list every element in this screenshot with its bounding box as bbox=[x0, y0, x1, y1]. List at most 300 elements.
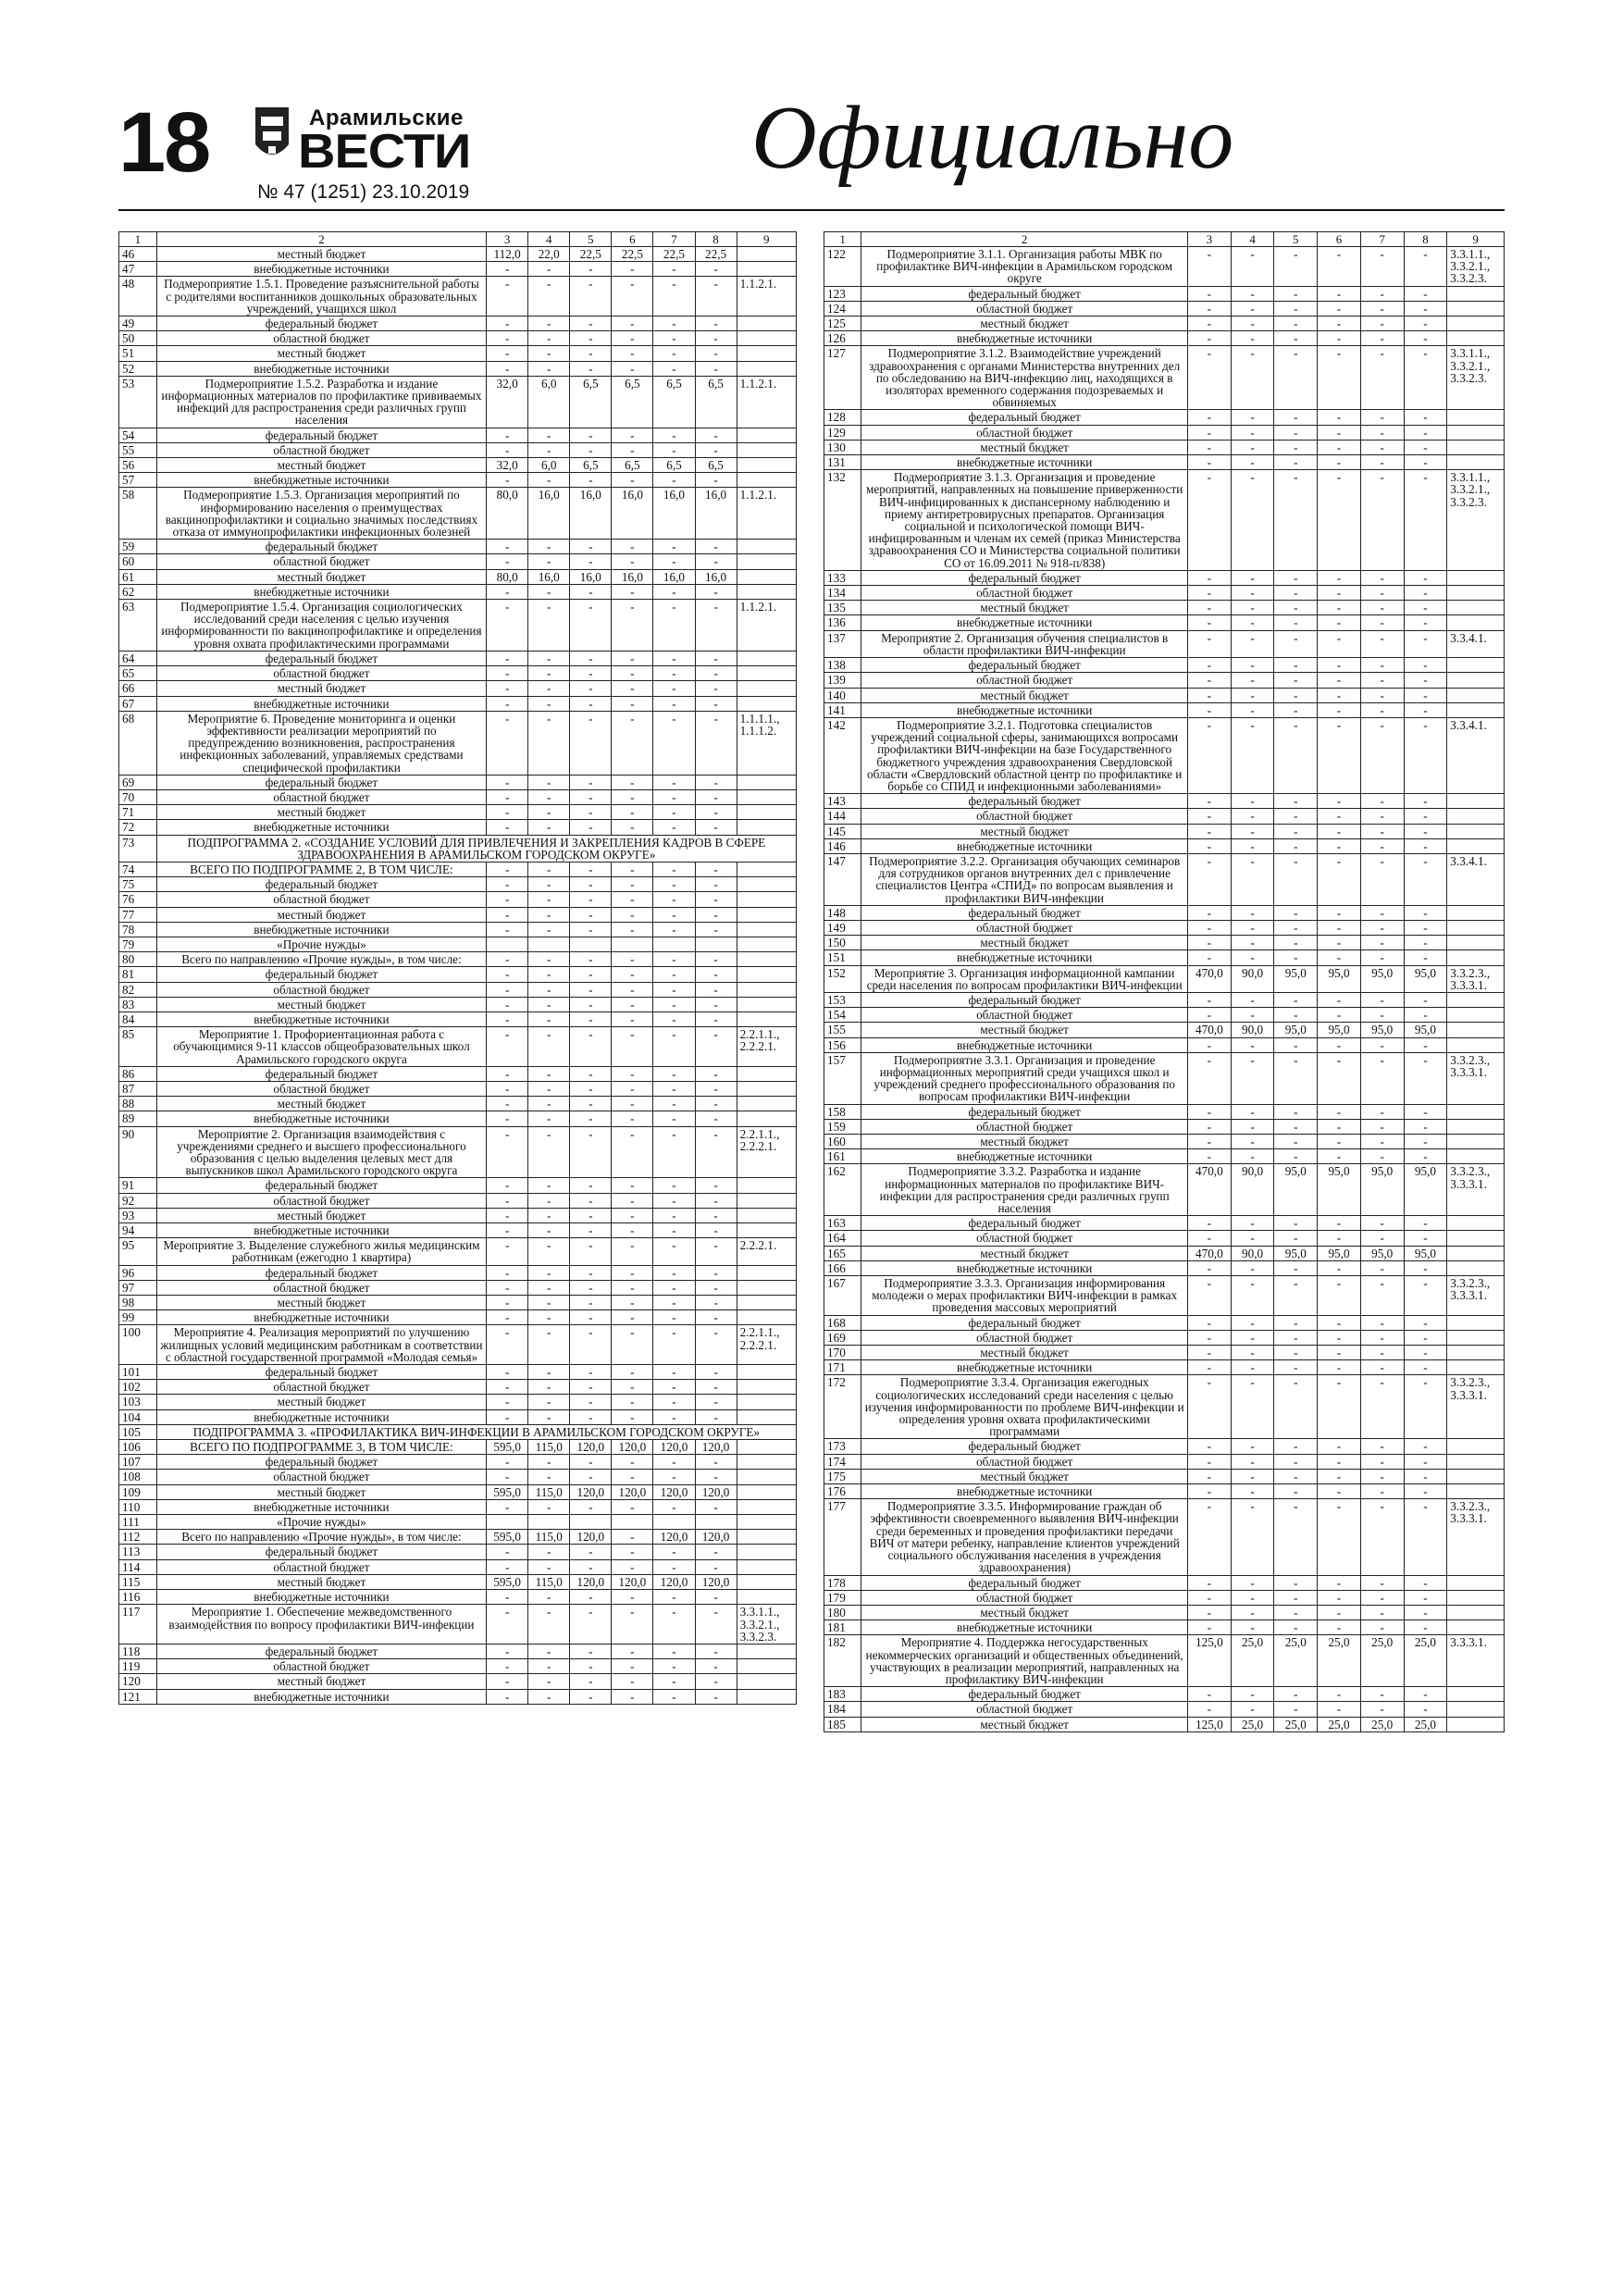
amount-cell: - bbox=[1231, 853, 1274, 905]
item-description: федеральный бюджет bbox=[156, 540, 486, 554]
amount-cell: - bbox=[653, 1365, 695, 1380]
table-row bbox=[119, 1066, 797, 1081]
row-number: 66 bbox=[119, 681, 157, 696]
target-indicator: 2.2.1.1., 2.2.2.1. bbox=[737, 1126, 796, 1178]
amount-cell: - bbox=[487, 1126, 528, 1178]
amount-cell: - bbox=[528, 584, 570, 599]
amount-cell bbox=[528, 937, 570, 951]
amount-cell: - bbox=[612, 1193, 653, 1208]
item-description: внебюджетные источники bbox=[861, 1260, 1188, 1275]
target-indicator bbox=[737, 1559, 796, 1574]
table-row bbox=[824, 1499, 1505, 1575]
amount-cell: - bbox=[695, 473, 737, 488]
amount-cell: - bbox=[1187, 1687, 1231, 1702]
table-row bbox=[824, 1276, 1505, 1316]
amount-cell: - bbox=[1274, 1439, 1318, 1454]
item-description: областной бюджет bbox=[156, 1193, 486, 1208]
item-description: федеральный бюджет bbox=[861, 1687, 1188, 1702]
amount-cell: - bbox=[612, 1097, 653, 1111]
amount-cell: - bbox=[1187, 316, 1231, 331]
item-description: федеральный бюджет bbox=[156, 316, 486, 331]
table-row bbox=[119, 997, 797, 1011]
amount-cell: - bbox=[487, 1590, 528, 1605]
amount-cell: - bbox=[570, 1178, 612, 1193]
amount-cell: - bbox=[653, 540, 695, 554]
amount-cell: - bbox=[1187, 1439, 1231, 1454]
amount-cell: - bbox=[528, 540, 570, 554]
amount-cell: - bbox=[1360, 601, 1404, 615]
amount-cell: - bbox=[1404, 586, 1447, 601]
target-indicator bbox=[737, 789, 796, 804]
amount-cell: - bbox=[1231, 1276, 1274, 1316]
target-indicator bbox=[737, 952, 796, 967]
amount-cell: - bbox=[1274, 1575, 1318, 1590]
amount-cell bbox=[487, 937, 528, 951]
amount-cell: - bbox=[1404, 346, 1447, 410]
amount-cell: - bbox=[487, 1689, 528, 1704]
amount-cell: - bbox=[1404, 1469, 1447, 1483]
target-indicator bbox=[1447, 1454, 1505, 1469]
target-indicator bbox=[1447, 1439, 1505, 1454]
amount-cell: - bbox=[1360, 1216, 1404, 1231]
row-number: 115 bbox=[119, 1574, 157, 1589]
amount-cell: - bbox=[695, 1208, 737, 1222]
amount-cell: - bbox=[1360, 1135, 1404, 1149]
amount-cell: - bbox=[1318, 630, 1361, 657]
amount-cell: - bbox=[612, 540, 653, 554]
row-number: 79 bbox=[119, 937, 157, 951]
row-number: 89 bbox=[119, 1111, 157, 1126]
amount-cell: - bbox=[1360, 702, 1404, 717]
amount-cell: 120,0 bbox=[653, 1440, 695, 1455]
amount-cell: 120,0 bbox=[653, 1574, 695, 1589]
table-row bbox=[119, 1515, 797, 1530]
item-description: областной бюджет bbox=[156, 892, 486, 907]
amount-cell: - bbox=[1404, 1119, 1447, 1134]
amount-cell: - bbox=[1274, 586, 1318, 601]
amount-cell: - bbox=[695, 967, 737, 982]
target-indicator bbox=[1447, 824, 1505, 838]
table-row bbox=[824, 286, 1505, 301]
amount-cell: - bbox=[528, 789, 570, 804]
row-number: 82 bbox=[119, 982, 157, 997]
row-number: 109 bbox=[119, 1484, 157, 1499]
item-description: федеральный бюджет bbox=[861, 658, 1188, 673]
amount-cell: - bbox=[1360, 1469, 1404, 1483]
amount-cell: - bbox=[1187, 1454, 1231, 1469]
amount-cell: - bbox=[1360, 1484, 1404, 1499]
amount-cell: - bbox=[653, 1027, 695, 1067]
target-indicator bbox=[737, 554, 796, 569]
amount-cell: - bbox=[653, 1470, 695, 1484]
amount-cell: - bbox=[487, 711, 528, 775]
amount-cell: - bbox=[1318, 1499, 1361, 1575]
target-indicator bbox=[737, 569, 796, 584]
amount-cell: - bbox=[695, 600, 737, 652]
amount-cell: - bbox=[1231, 247, 1274, 287]
amount-cell: - bbox=[487, 316, 528, 331]
amount-cell: - bbox=[1274, 1346, 1318, 1360]
row-number: 116 bbox=[119, 1590, 157, 1605]
row-number: 126 bbox=[824, 331, 861, 346]
amount-cell: - bbox=[653, 1178, 695, 1193]
amount-cell: - bbox=[695, 1081, 737, 1096]
amount-cell: - bbox=[612, 1545, 653, 1559]
item-description: местный бюджет bbox=[156, 458, 486, 473]
amount-cell: - bbox=[1187, 853, 1231, 905]
amount-cell: - bbox=[487, 1455, 528, 1470]
item-description: местный бюджет bbox=[861, 1605, 1188, 1620]
item-description: областной бюджет bbox=[861, 1231, 1188, 1246]
amount-cell: - bbox=[695, 775, 737, 789]
row-number: 123 bbox=[824, 286, 861, 301]
item-description: областной бюджет bbox=[156, 1380, 486, 1395]
item-description: Мероприятие 1. Обеспечение межведомственного взаимодействия по вопросу профилактики ВИЧ-инфекции bbox=[156, 1605, 486, 1644]
amount-cell: - bbox=[1360, 247, 1404, 287]
amount-cell: - bbox=[570, 1545, 612, 1559]
amount-cell: - bbox=[528, 1559, 570, 1574]
amount-cell: - bbox=[487, 1097, 528, 1111]
amount-cell: 22,5 bbox=[612, 247, 653, 262]
amount-cell: - bbox=[1187, 455, 1231, 470]
row-number: 81 bbox=[119, 967, 157, 982]
row-number: 164 bbox=[824, 1231, 861, 1246]
item-description: федеральный бюджет bbox=[861, 1575, 1188, 1590]
amount-cell: - bbox=[528, 361, 570, 376]
column-header: 4 bbox=[1231, 232, 1274, 247]
amount-cell: - bbox=[1404, 1008, 1447, 1023]
amount-cell: - bbox=[612, 1644, 653, 1658]
amount-cell: - bbox=[1274, 809, 1318, 824]
amount-cell: - bbox=[1231, 1687, 1274, 1702]
amount-cell: - bbox=[1404, 425, 1447, 440]
amount-cell: - bbox=[653, 316, 695, 331]
amount-cell: - bbox=[1231, 824, 1274, 838]
target-indicator bbox=[737, 458, 796, 473]
table-row bbox=[824, 1484, 1505, 1499]
table-row bbox=[824, 1375, 1505, 1439]
amount-cell: - bbox=[653, 877, 695, 892]
amount-cell: - bbox=[1404, 1216, 1447, 1231]
target-indicator bbox=[1447, 1330, 1505, 1345]
target-indicator bbox=[1447, 1135, 1505, 1149]
amount-cell: - bbox=[612, 1605, 653, 1644]
item-description: внебюджетные источники bbox=[156, 696, 486, 711]
amount-cell: - bbox=[1231, 346, 1274, 410]
amount-cell: - bbox=[612, 1081, 653, 1096]
item-description: федеральный бюджет bbox=[156, 1365, 486, 1380]
amount-cell: - bbox=[1231, 1149, 1274, 1164]
amount-cell: - bbox=[487, 277, 528, 316]
row-number: 95 bbox=[119, 1238, 157, 1265]
item-description: областной бюджет bbox=[156, 1659, 486, 1674]
amount-cell: - bbox=[570, 711, 612, 775]
amount-cell: - bbox=[1274, 1149, 1318, 1164]
amount-cell: - bbox=[653, 952, 695, 967]
column-header: 2 bbox=[156, 232, 486, 247]
amount-cell: - bbox=[653, 1380, 695, 1395]
amount-cell: - bbox=[1318, 301, 1361, 316]
table-row bbox=[119, 1574, 797, 1589]
amount-cell: 115,0 bbox=[528, 1440, 570, 1455]
amount-cell: - bbox=[1318, 286, 1361, 301]
row-number: 124 bbox=[824, 301, 861, 316]
item-description: Всего по направлению «Прочие нужды», в том числе: bbox=[156, 952, 486, 967]
row-number: 119 bbox=[119, 1659, 157, 1674]
table-row bbox=[119, 820, 797, 835]
item-description: областной бюджет bbox=[861, 1454, 1188, 1469]
item-description: местный бюджет bbox=[861, 1346, 1188, 1360]
amount-cell: - bbox=[1404, 1037, 1447, 1052]
target-indicator bbox=[737, 967, 796, 982]
target-indicator: 3.3.2.3., 3.3.3.1. bbox=[1447, 965, 1505, 992]
amount-cell: - bbox=[1318, 1037, 1361, 1052]
row-number: 180 bbox=[824, 1605, 861, 1620]
item-description: областной бюджет bbox=[861, 1008, 1188, 1023]
amount-cell: - bbox=[570, 696, 612, 711]
amount-cell: - bbox=[1360, 1702, 1404, 1717]
amount-cell: - bbox=[570, 361, 612, 376]
table-row bbox=[119, 775, 797, 789]
target-indicator bbox=[1447, 658, 1505, 673]
amount-cell: - bbox=[487, 1027, 528, 1067]
amount-cell: - bbox=[653, 1265, 695, 1280]
row-number: 176 bbox=[824, 1484, 861, 1499]
item-description: федеральный бюджет bbox=[156, 1455, 486, 1470]
amount-cell: - bbox=[1187, 286, 1231, 301]
amount-cell: - bbox=[487, 1380, 528, 1395]
table-row bbox=[119, 952, 797, 967]
item-description: местный бюджет bbox=[156, 346, 486, 361]
amount-cell: - bbox=[1404, 658, 1447, 673]
amount-cell: - bbox=[570, 789, 612, 804]
amount-cell: - bbox=[1231, 586, 1274, 601]
amount-cell: - bbox=[653, 1325, 695, 1365]
amount-cell: - bbox=[1187, 1620, 1231, 1635]
table-row bbox=[824, 630, 1505, 657]
amount-cell: - bbox=[570, 1208, 612, 1222]
item-description: Подмероприятие 3.3.3. Организация информирования молодежи о мерах профилактики ВИЧ-инфекции в рамках проведения массовых мероприятий bbox=[861, 1276, 1188, 1316]
row-number: 102 bbox=[119, 1380, 157, 1395]
amount-cell: 16,0 bbox=[612, 488, 653, 540]
target-indicator bbox=[1447, 425, 1505, 440]
amount-cell: 25,0 bbox=[1231, 1717, 1274, 1731]
item-description: федеральный бюджет bbox=[861, 1439, 1188, 1454]
item-description: федеральный бюджет bbox=[156, 775, 486, 789]
amount-cell: - bbox=[487, 1178, 528, 1193]
row-number: 103 bbox=[119, 1395, 157, 1409]
amount-cell: 120,0 bbox=[653, 1530, 695, 1545]
amount-cell: - bbox=[612, 862, 653, 876]
target-indicator bbox=[737, 1310, 796, 1325]
amount-cell: - bbox=[528, 877, 570, 892]
amount-cell: - bbox=[1360, 286, 1404, 301]
amount-cell bbox=[570, 1515, 612, 1530]
amount-cell: - bbox=[1404, 702, 1447, 717]
row-number: 137 bbox=[824, 630, 861, 657]
row-number: 74 bbox=[119, 862, 157, 876]
amount-cell: - bbox=[1404, 1276, 1447, 1316]
amount-cell: - bbox=[570, 1605, 612, 1644]
table-row bbox=[119, 584, 797, 599]
amount-cell: - bbox=[1187, 331, 1231, 346]
amount-cell: - bbox=[1360, 838, 1404, 853]
amount-cell: - bbox=[612, 651, 653, 665]
row-number: 184 bbox=[824, 1702, 861, 1717]
amount-cell: - bbox=[1187, 950, 1231, 965]
table-row bbox=[824, 1037, 1505, 1052]
table-row bbox=[824, 1023, 1505, 1037]
item-description: Мероприятие 1. Профориентационная работа с обучающимися 9-11 классов общеобразовательных школ Арамильского городского округа bbox=[156, 1027, 486, 1067]
amount-cell: - bbox=[1274, 920, 1318, 935]
amount-cell: 16,0 bbox=[612, 569, 653, 584]
item-description: местный бюджет bbox=[861, 824, 1188, 838]
row-number: 120 bbox=[119, 1674, 157, 1689]
row-number: 175 bbox=[824, 1469, 861, 1483]
amount-cell: - bbox=[1274, 673, 1318, 688]
item-description: местный бюджет bbox=[861, 1246, 1188, 1260]
target-indicator bbox=[737, 1380, 796, 1395]
amount-cell: - bbox=[1360, 570, 1404, 585]
item-description: внебюджетные источники bbox=[156, 1590, 486, 1605]
table-row bbox=[119, 361, 797, 376]
table-row bbox=[824, 702, 1505, 717]
table-row bbox=[119, 1238, 797, 1265]
table-row bbox=[824, 794, 1505, 809]
table-row bbox=[119, 1470, 797, 1484]
amount-cell: - bbox=[570, 952, 612, 967]
amount-cell: - bbox=[1404, 688, 1447, 702]
amount-cell: - bbox=[528, 1409, 570, 1424]
amount-cell: - bbox=[570, 1455, 612, 1470]
amount-cell: - bbox=[1231, 1315, 1274, 1330]
amount-cell: - bbox=[528, 1223, 570, 1238]
table-row bbox=[119, 937, 797, 951]
row-number: 132 bbox=[824, 470, 861, 571]
table-row bbox=[824, 936, 1505, 950]
amount-cell: - bbox=[487, 997, 528, 1011]
amount-cell: - bbox=[570, 473, 612, 488]
row-number: 61 bbox=[119, 569, 157, 584]
amount-cell: 6,0 bbox=[528, 458, 570, 473]
amount-cell: - bbox=[695, 1027, 737, 1067]
left-table bbox=[118, 231, 797, 1705]
row-number: 165 bbox=[824, 1246, 861, 1260]
amount-cell: - bbox=[528, 1126, 570, 1178]
row-number: 113 bbox=[119, 1545, 157, 1559]
item-description: областной бюджет bbox=[156, 1081, 486, 1096]
amount-cell: - bbox=[487, 473, 528, 488]
amount-cell: - bbox=[1404, 615, 1447, 630]
target-indicator bbox=[737, 1409, 796, 1424]
item-description: местный бюджет bbox=[861, 440, 1188, 454]
amount-cell: - bbox=[1187, 346, 1231, 410]
table-row bbox=[119, 907, 797, 922]
table-row bbox=[119, 1440, 797, 1455]
target-indicator bbox=[1447, 1008, 1505, 1023]
item-description: федеральный бюджет bbox=[861, 1104, 1188, 1119]
amount-cell: - bbox=[1231, 838, 1274, 853]
amount-cell: 120,0 bbox=[570, 1484, 612, 1499]
target-indicator bbox=[737, 1440, 796, 1455]
amount-cell: - bbox=[528, 331, 570, 346]
table-row bbox=[119, 1455, 797, 1470]
amount-cell: - bbox=[1360, 1104, 1404, 1119]
amount-cell: - bbox=[487, 982, 528, 997]
row-number: 130 bbox=[824, 440, 861, 454]
amount-cell: - bbox=[653, 775, 695, 789]
amount-cell: - bbox=[1274, 1216, 1318, 1231]
item-description: областной бюджет bbox=[156, 442, 486, 457]
amount-cell: - bbox=[695, 681, 737, 696]
amount-cell: - bbox=[487, 1011, 528, 1026]
amount-cell: - bbox=[1318, 425, 1361, 440]
target-indicator bbox=[737, 805, 796, 820]
item-description: областной бюджет bbox=[861, 673, 1188, 688]
item-description: федеральный бюджет bbox=[861, 1216, 1188, 1231]
table-row bbox=[119, 1111, 797, 1126]
amount-cell: - bbox=[612, 442, 653, 457]
amount-cell: - bbox=[653, 331, 695, 346]
row-number: 65 bbox=[119, 666, 157, 681]
amount-cell: - bbox=[1360, 586, 1404, 601]
item-description: местный бюджет bbox=[861, 1135, 1188, 1149]
table-row bbox=[119, 1605, 797, 1644]
row-number: 78 bbox=[119, 922, 157, 937]
amount-cell: - bbox=[1187, 1360, 1231, 1375]
target-indicator bbox=[1447, 992, 1505, 1007]
amount-cell: - bbox=[1187, 1315, 1231, 1330]
amount-cell: - bbox=[1231, 1375, 1274, 1439]
amount-cell: - bbox=[570, 1674, 612, 1689]
amount-cell: - bbox=[1231, 601, 1274, 615]
amount-cell: - bbox=[1404, 1231, 1447, 1246]
table-row bbox=[824, 470, 1505, 571]
column-header: 5 bbox=[570, 232, 612, 247]
amount-cell: - bbox=[570, 877, 612, 892]
amount-cell: - bbox=[528, 696, 570, 711]
amount-cell: - bbox=[612, 554, 653, 569]
amount-cell: - bbox=[1231, 1104, 1274, 1119]
amount-cell: - bbox=[528, 1644, 570, 1658]
amount-cell: - bbox=[1274, 794, 1318, 809]
table-row bbox=[119, 1081, 797, 1096]
row-number: 135 bbox=[824, 601, 861, 615]
amount-cell: - bbox=[612, 1111, 653, 1126]
table-row bbox=[119, 1530, 797, 1545]
amount-cell: - bbox=[653, 1559, 695, 1574]
table-row bbox=[824, 717, 1505, 793]
amount-cell: - bbox=[570, 1126, 612, 1178]
issue-info: № 47 (1251) 23.10.2019 bbox=[257, 181, 470, 203]
item-description: федеральный бюджет bbox=[861, 286, 1188, 301]
row-number: 122 bbox=[824, 247, 861, 287]
amount-cell: - bbox=[1404, 1439, 1447, 1454]
item-description: федеральный бюджет bbox=[156, 428, 486, 442]
amount-cell: - bbox=[1274, 1605, 1318, 1620]
amount-cell: - bbox=[1318, 410, 1361, 425]
amount-cell: - bbox=[528, 1605, 570, 1644]
amount-cell: - bbox=[1187, 410, 1231, 425]
amount-cell: - bbox=[570, 1470, 612, 1484]
amount-cell: 120,0 bbox=[653, 1484, 695, 1499]
amount-cell: - bbox=[1360, 1454, 1404, 1469]
amount-cell: 120,0 bbox=[695, 1530, 737, 1545]
amount-cell: - bbox=[695, 1223, 737, 1238]
amount-cell: - bbox=[1274, 950, 1318, 965]
item-description: федеральный бюджет bbox=[861, 1315, 1188, 1330]
target-indicator bbox=[1447, 316, 1505, 331]
